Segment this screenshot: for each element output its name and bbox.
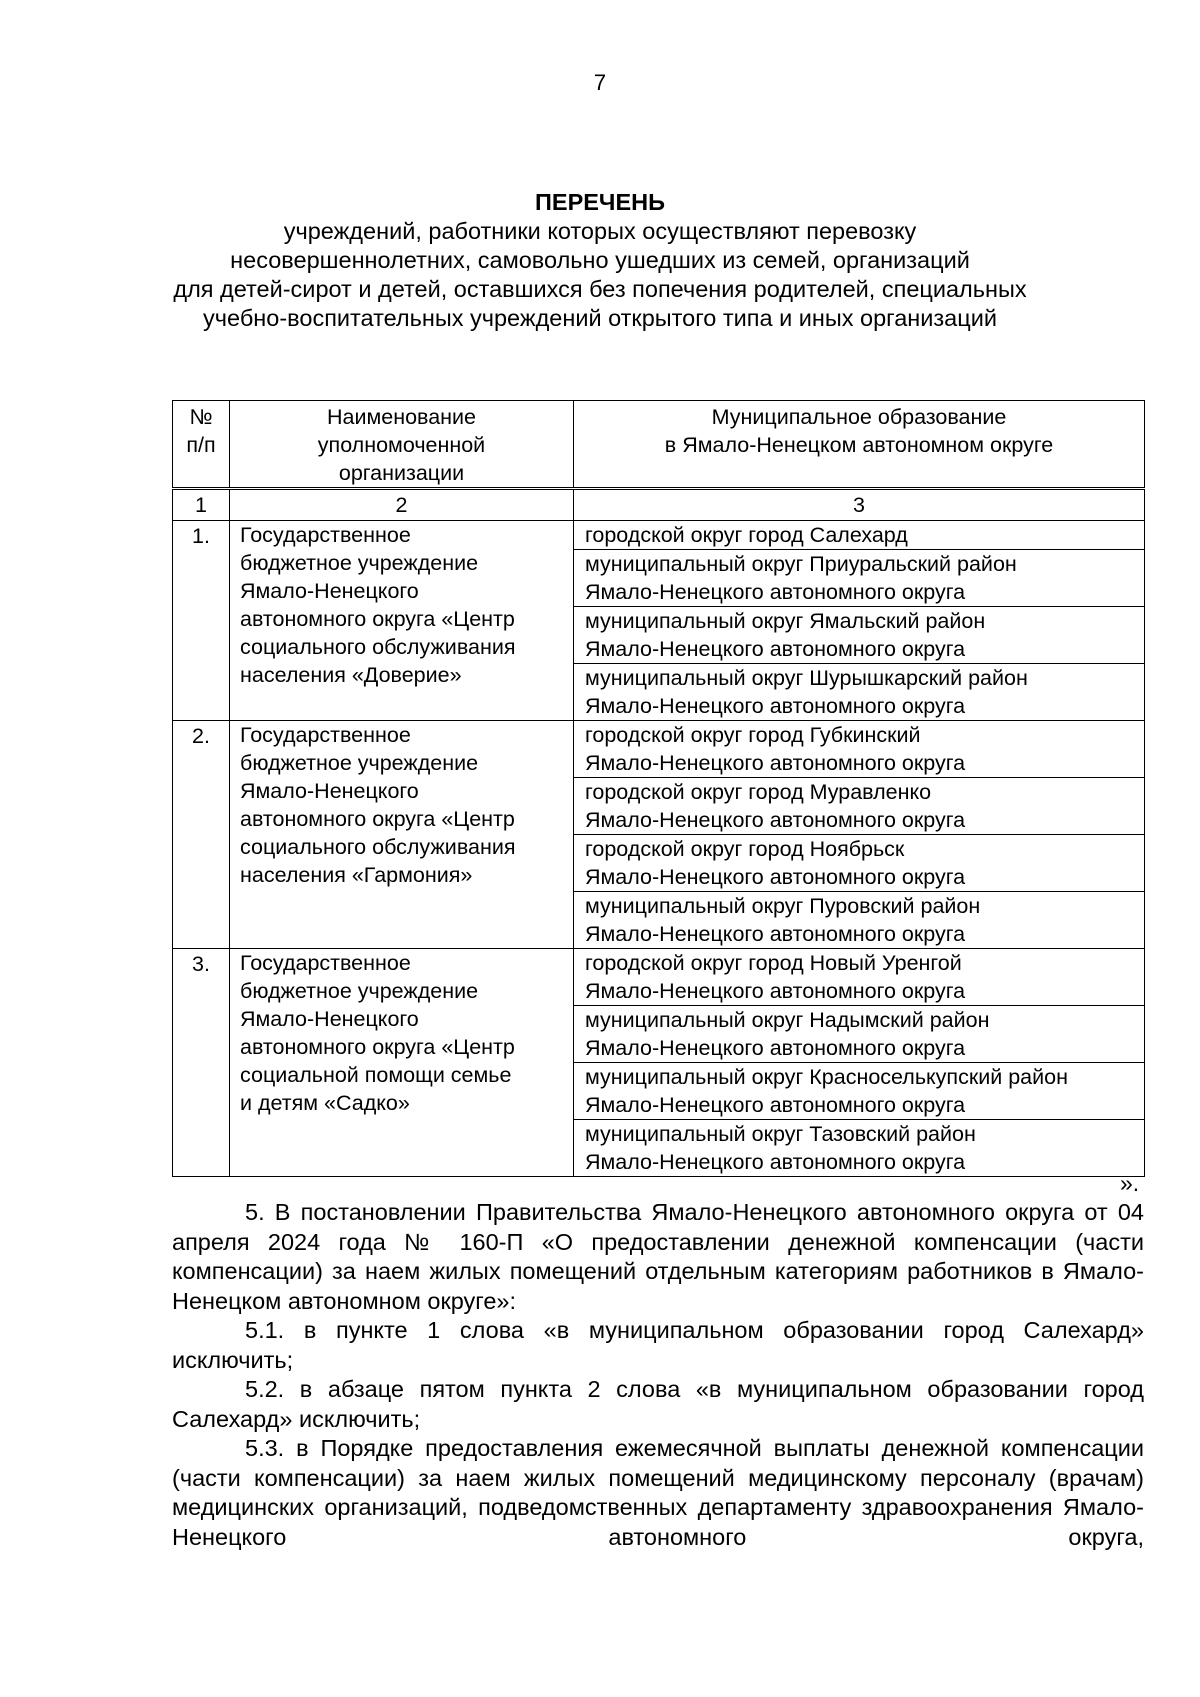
municipality-line: Ямало-Ненецкого автономного округа	[585, 637, 966, 661]
municipality-cell	[574, 1120, 1145, 1177]
municipality-cell	[574, 550, 1145, 607]
municipality-line: Ямало-Ненецкого автономного округа	[585, 1093, 966, 1117]
organization-line: Государственное	[240, 723, 411, 747]
organization-line: Государственное	[240, 951, 411, 975]
municipality-line: муниципальный округ Тазовский район	[585, 1122, 976, 1146]
municipality-line: городской округ город Муравленко	[585, 780, 932, 804]
organization-line: Ямало-Ненецкого	[240, 579, 419, 603]
organization-line: бюджетное учреждение	[240, 751, 479, 775]
municipality-cell	[574, 607, 1145, 664]
organization-line: и детям «Садко»	[240, 1091, 410, 1115]
organization-cell	[230, 521, 574, 721]
municipality-cell	[574, 664, 1145, 721]
organization-line: Ямало-Ненецкого	[240, 779, 419, 803]
municipality-line: городской округ город Новый Уренгой	[585, 951, 962, 975]
municipality-line: Ямало-Ненецкого автономного округа	[585, 865, 966, 889]
column-number-row	[173, 490, 1145, 521]
header-text: Наименование	[326, 405, 477, 429]
closing-quote-mark: ».	[1120, 1170, 1140, 1196]
municipality-line: городской округ город Ноябрьск	[585, 837, 905, 861]
municipality-line: Ямало-Ненецкого автономного округа	[585, 580, 966, 604]
body-text	[172, 1198, 1144, 1552]
organization-line: социального обслуживания	[240, 835, 516, 859]
subtitle-line: несовершеннолетних, самовольно ушедших из семей, организаций	[230, 247, 970, 273]
row-index: 1.	[173, 521, 230, 721]
document-title: ПЕРЕЧЕНЬ	[535, 189, 665, 215]
header-cell-number	[173, 401, 230, 488]
municipality-line: Ямало-Ненецкого автономного округа	[585, 1150, 966, 1174]
table-row	[173, 721, 1145, 778]
paragraph: 5.3. в Порядке предоставления ежемесячной выплаты денежной компенсации (части компенсации) за наем жилых помещений медицинскому персоналу (врачам) медицинских организаций, подведомственных департаменту здравоохранения Ямало-Ненецкого автономного округа,	[172, 1435, 1144, 1550]
organization-line: бюджетное учреждение	[240, 551, 479, 575]
municipality-cell	[574, 892, 1145, 949]
municipality-line: городской округ город Губкинский	[585, 723, 921, 747]
municipality-cell	[574, 1063, 1145, 1120]
municipality-line: муниципальный округ Приуральский район	[585, 552, 1017, 576]
municipality-line: муниципальный округ Шурышкарский район	[585, 666, 1028, 690]
header-cell-organization	[230, 401, 574, 488]
subtitle-line: учреждений, работники которых осуществляют перевозку	[283, 218, 917, 244]
municipality-cell	[574, 835, 1145, 892]
column-number: 3	[574, 490, 1145, 521]
header-text: организации	[338, 461, 465, 485]
organization-line: населения «Гармония»	[240, 863, 473, 887]
municipality-line: муниципальный округ Надымский район	[585, 1008, 990, 1032]
header-text: п/п	[186, 433, 216, 457]
organization-line: автономного округа «Центр	[240, 1035, 515, 1059]
municipality-line: Ямало-Ненецкого автономного округа	[585, 751, 966, 775]
table-row	[173, 521, 1145, 550]
organization-line: населения «Доверие»	[240, 663, 462, 687]
header-text: №	[189, 405, 213, 429]
municipality-line: Ямало-Ненецкого автономного округа	[585, 1036, 966, 1060]
organization-line: автономного округа «Центр	[240, 807, 515, 831]
municipality-line: городской округ город Салехард	[585, 523, 908, 547]
municipality-cell	[574, 949, 1145, 1006]
table-row	[173, 949, 1145, 1006]
municipality-line: муниципальный округ Пуровский район	[585, 894, 981, 918]
header-text: уполномоченной	[317, 433, 486, 457]
column-number: 1	[173, 490, 230, 521]
organization-line: социальной помощи семье	[240, 1063, 512, 1087]
column-number: 2	[230, 490, 574, 521]
subtitle-line: для детей-сирот и детей, оставшихся без попечения родителей, специальных	[173, 276, 1027, 302]
row-index: 2.	[173, 721, 230, 949]
paragraph: 5. В постановлении Правительства Ямало-Ненецкого автономного округа от 04 апреля 2024 года № 160-П «О предоставлении денежной компенсации (части компенсации) за наем жилых помещений отдельным категориям работников в Ямало-Ненецком автономном округе»:	[172, 1199, 1144, 1314]
header-cell-municipality	[574, 401, 1145, 488]
municipality-cell	[574, 721, 1145, 778]
organization-cell	[230, 949, 574, 1177]
municipality-line: муниципальный округ Красноселькупский район	[585, 1065, 1068, 1089]
header-text: Муниципальное образование	[711, 405, 1007, 429]
municipality-cell	[574, 1006, 1145, 1063]
organization-cell	[230, 721, 574, 949]
document-heading	[150, 188, 1050, 333]
municipality-cell	[574, 521, 1145, 550]
organization-line: бюджетное учреждение	[240, 979, 479, 1003]
organization-line: социального обслуживания	[240, 635, 516, 659]
header-text: в Ямало-Ненецком автономном округе	[664, 433, 1054, 457]
table-header	[172, 400, 1145, 488]
subtitle-line: учебно-воспитательных учреждений открытого типа и иных организаций	[203, 305, 997, 331]
municipality-line: Ямало-Ненецкого автономного округа	[585, 808, 966, 832]
municipality-cell	[574, 778, 1145, 835]
organization-line: автономного округа «Центр	[240, 607, 515, 631]
municipality-line: Ямало-Ненецкого автономного округа	[585, 979, 966, 1003]
municipality-line: Ямало-Ненецкого автономного округа	[585, 694, 966, 718]
paragraph: 5.2. в абзаце пятом пункта 2 слова «в муниципальном образовании город Салехард» исключить;	[172, 1376, 1144, 1432]
municipality-line: Ямало-Ненецкого автономного округа	[585, 922, 966, 946]
page-number: 7	[593, 70, 607, 95]
row-index: 3.	[173, 949, 230, 1177]
municipality-line: муниципальный округ Ямальский район	[585, 609, 986, 633]
organizations-table	[172, 489, 1145, 1177]
paragraph: 5.1. в пункте 1 слова «в муниципальном образовании город Салехард» исключить;	[172, 1317, 1144, 1373]
organization-line: Государственное	[240, 523, 411, 547]
organization-line: Ямало-Ненецкого	[240, 1007, 419, 1031]
